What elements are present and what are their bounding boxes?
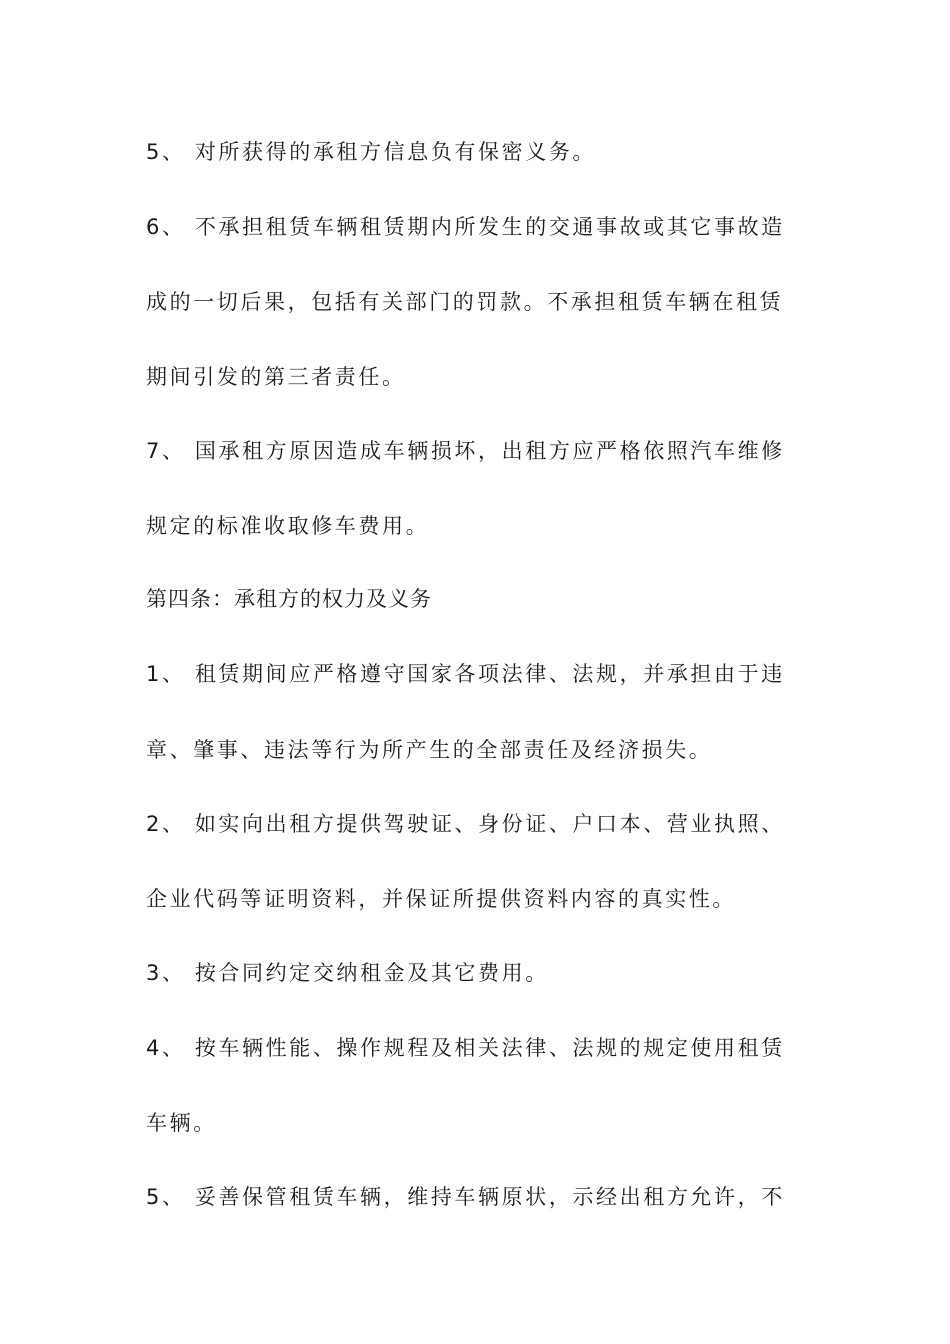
clause-5-line-1: 5、 对所获得的承租方信息负有保密义务。 (146, 140, 597, 164)
item-4-line-1: 4、 按车辆性能、操作规程及相关法律、法规的规定使用租赁 (146, 1036, 785, 1060)
item-2-line-2: 企业代码等证明资料，并保证所提供资料内容的真实性。 (146, 887, 736, 911)
item-4-line-2: 车辆。 (146, 1111, 217, 1135)
clause-6-line-1: 6、 不承担租赁车辆租赁期内所发生的交通事故或其它事故造 (146, 215, 785, 239)
item-1-line-2: 章、肇事、违法等行为所产生的全部责任及经济损失。 (146, 738, 713, 762)
clause-7-line-2: 规定的标准收取修车费用。 (146, 514, 430, 538)
section-heading: 第四条：承租方的权力及义务 (146, 587, 432, 611)
clause-7-line-1: 7、 国承租方原因造成车辆损坏，出租方应严格依照汽车维修 (146, 439, 785, 463)
clause-6-line-3: 期间引发的第三者责任。 (146, 365, 406, 389)
item-3-line-1: 3、 按合同约定交纳租金及其它费用。 (146, 961, 549, 985)
item-1-line-1: 1、 租赁期间应严格遵守国家各项法律、法规，并承担由于违 (146, 662, 785, 686)
clause-6-line-2: 成的一切后果，包括有关部门的罚款。不承担租赁车辆在租赁 (146, 290, 784, 314)
item-5-line-1: 5、 妥善保管租赁车辆，维持车辆原状，示经出租方允许，不 (146, 1185, 785, 1209)
item-2-line-1: 2、 如实向出租方提供驾驶证、身份证、户口本、营业执照、 (146, 812, 785, 836)
